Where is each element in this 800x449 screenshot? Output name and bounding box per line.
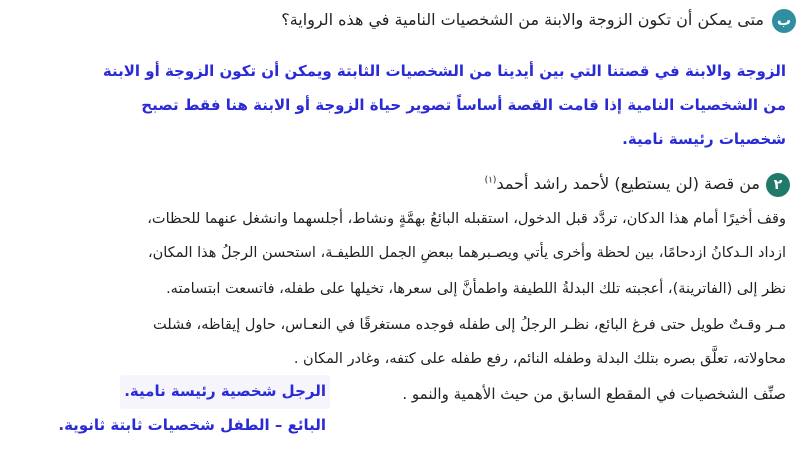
answer-b-line-3: شخصيات رئيسة نامية. [622,130,786,148]
footnote-marker: (١) [484,175,497,186]
passage-line-1: وقف أخيرًا أمام هذا الدكان، تردَّد قبل الدخول، استقبله البائعُ بهمَّةٍ ونشاط، أجلسهما وانشغل عنهما للحظات، [147,211,786,227]
question-2-badge: ٢ [766,173,790,197]
passage-line-2: ازداد الـدكانُ ازدحامًا، بين لحظة وأخرى يأتي ويصـبرهما ببعضِ الجمل اللطيفـة، استحسن الرجلُ هذا المكان، [147,245,786,261]
answer-b-line-1: الزوجة والابنة في قصتنا التي بين أيدينا من الشخصيات الثابتة ويمكن أن تكون الزوجة أو الابنة [102,62,786,80]
answer-2-line-2: البائع – الطفل شخصيات ثابتة ثانوية. [58,416,326,434]
passage-line-5: محاولاته، تعلَّق بصره بتلك البدلة وطفله النائم، رفع طفله على كتفه، وغادر المكان . [293,351,786,367]
story-title: من قصة (لن يستطيع) لأحمد راشد أحمد [496,174,760,193]
answer-2-line-1: الرجل شخصية رئيسة نامية. [124,382,326,400]
question-2-title [485,174,760,193]
question-b-text: متى يمكن أن تكون الزوجة والابنة من الشخصيات النامية في هذه الرواية؟ [281,10,764,29]
passage-line-3: نظر إلى (الفاترينة)، أعجبته تلك البدلةُ اللطيفة واطمأنَّ إلى سعرها، تخيلها على طفله، فاتسعت ابتسامته. [166,281,786,297]
passage-line-4: مـر وقـتٌ طويل حتى فرغ البائع، نظـر الرجلُ إلى طفله فوجده مستغرقًا في النعـاس، حاول إيقاظه، فشلت [153,317,786,333]
answer-b-line-2: من الشخصيات النامية إذا قامت القصة أساساً تصوير حياة الزوجة أو الابنة هنا فقط تصبح [141,96,786,114]
question-b-badge: ب [772,9,796,33]
task-text: صنِّف الشخصيات في المقطع السابق من حيث الأهمية والنمو . [402,385,786,403]
